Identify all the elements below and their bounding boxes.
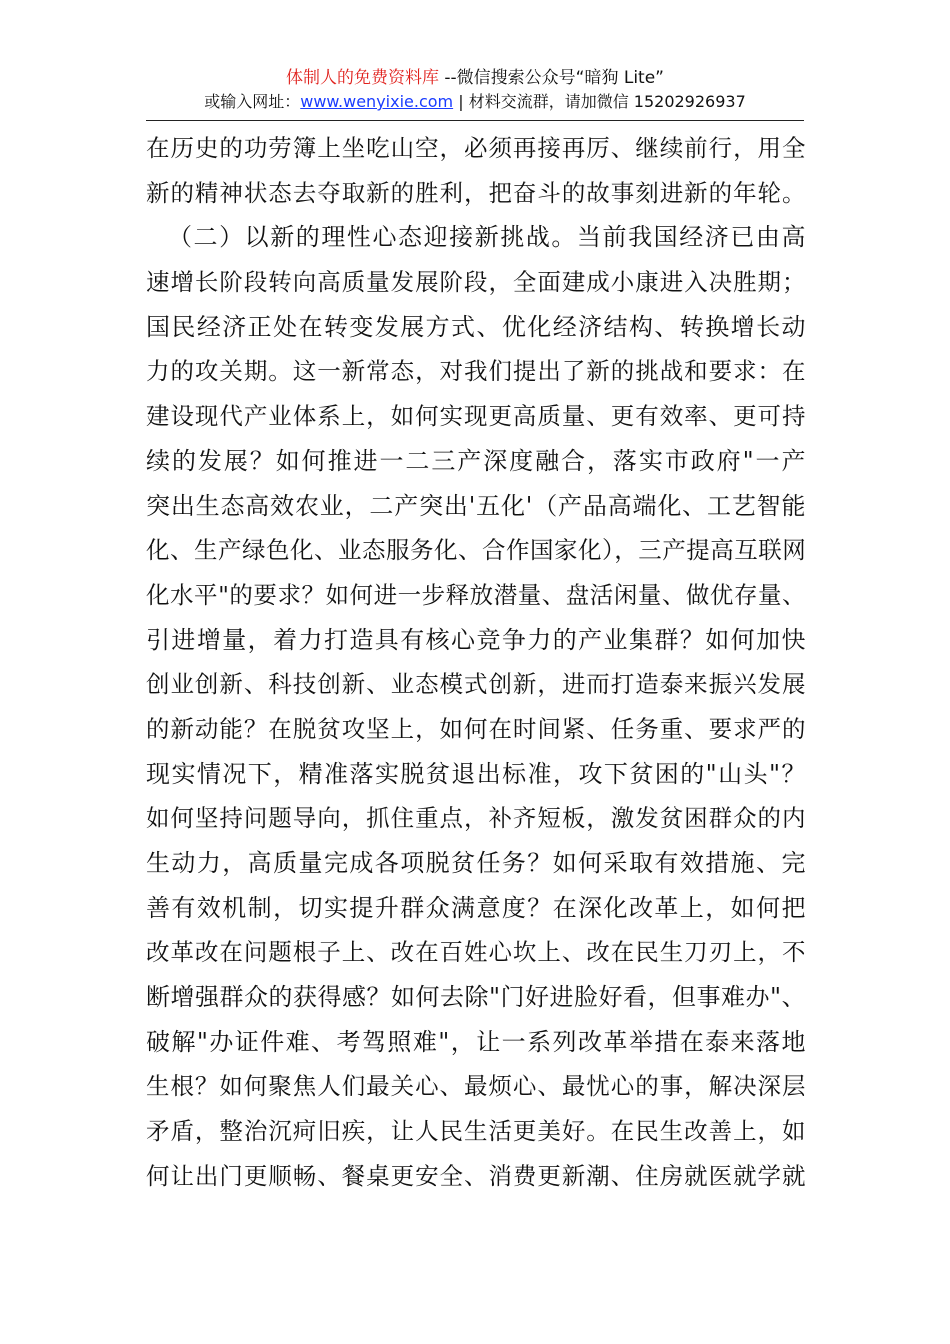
document-body [146, 126, 806, 1199]
text-line: 化水平"的要求？如何进一步释放潜量、盘活闲量、做优存量、 [146, 580, 806, 609]
text-line: 创业创新、科技创新、业态模式创新，进而打造泰来振兴发展 [146, 670, 806, 699]
header-brand: 体制人的免费资料库 [285, 68, 439, 88]
header-contact-line [0, 90, 950, 114]
text-line: 何让出门更顺畅、餐桌更安全、消费更新潮、住房就医就学就 [146, 1161, 806, 1190]
text-line: 国民经济正处在转变发展方式、优化经济结构、转换增长动 [146, 312, 806, 341]
text-line: 现实情况下，精准落实脱贫退出标准，攻下贫困的"山头"？ [146, 759, 806, 788]
text-line: 善有效机制，切实提升群众满意度？在深化改革上，如何把 [146, 893, 806, 922]
text-line: 新的精神状态去夺取新的胜利，把奋斗的故事刻进新的年轮。 [146, 178, 806, 207]
text-line: 破解"办证件难、考驾照难"，让一系列改革举措在泰来落地 [146, 1027, 806, 1056]
header-promo: --微信搜索公众号“暗狗 Lite” [438, 68, 664, 88]
text-line: 突出生态高效农业，二产突出'五化'（产品高端化、工艺智能 [146, 491, 806, 520]
text-line: 力的攻关期。这一新常态，对我们提出了新的挑战和要求：在 [146, 357, 806, 386]
text-line: 改革改在问题根子上、改在百姓心坎上、改在民生刀刃上，不 [146, 938, 806, 967]
header-promo-line [0, 66, 950, 90]
text-line: 如何坚持问题导向，抓住重点，补齐短板，激发贫困群众的内 [146, 804, 806, 833]
text-line: 生动力，高质量完成各项脱贫任务？如何采取有效措施、完 [146, 849, 806, 877]
header-url-link[interactable]: www.wenyixie.com [300, 92, 454, 111]
text-line: 矛盾，整治沉疴旧疾，让人民生活更美好。在民生改善上，如 [146, 1117, 806, 1146]
text-line: （二）以新的理性心态迎接新挑战。当前我国经济已由高 [168, 223, 806, 252]
text-line: 断增强群众的获得感？如何去除"门好进脸好看，但事难办"、 [146, 983, 807, 1012]
text-line: 续的发展？如何推进一二三产深度融合，落实市政府"一产 [146, 446, 806, 475]
text-line: 生根？如何聚焦人们最关心、最烦心、最忧心的事，解决深层 [146, 1072, 806, 1101]
header-contact: | 材料交流群，请加微信 15202926937 [453, 92, 746, 111]
text-line: 的新动能？在脱贫攻坚上，如何在时间紧、任务重、要求严的 [146, 714, 806, 743]
text-line: 速增长阶段转向高质量发展阶段，全面建成小康进入决胜期； [146, 268, 806, 297]
header-divider [146, 120, 804, 121]
header-url-prefix: 或输入网址： [204, 92, 301, 111]
page-header [0, 66, 950, 114]
text-line: 化、生产绿色化、业态服务化、合作国家化），三产提高互联网 [146, 536, 807, 565]
text-line: 引进增量，着力打造具有核心竞争力的产业集群？如何加快 [146, 625, 806, 654]
text-line: 建设现代产业体系上，如何实现更高质量、更有效率、更可持 [146, 402, 806, 431]
text-line: 在历史的功劳簿上坐吃山空，必须再接再厉、继续前行，用全 [146, 134, 806, 162]
